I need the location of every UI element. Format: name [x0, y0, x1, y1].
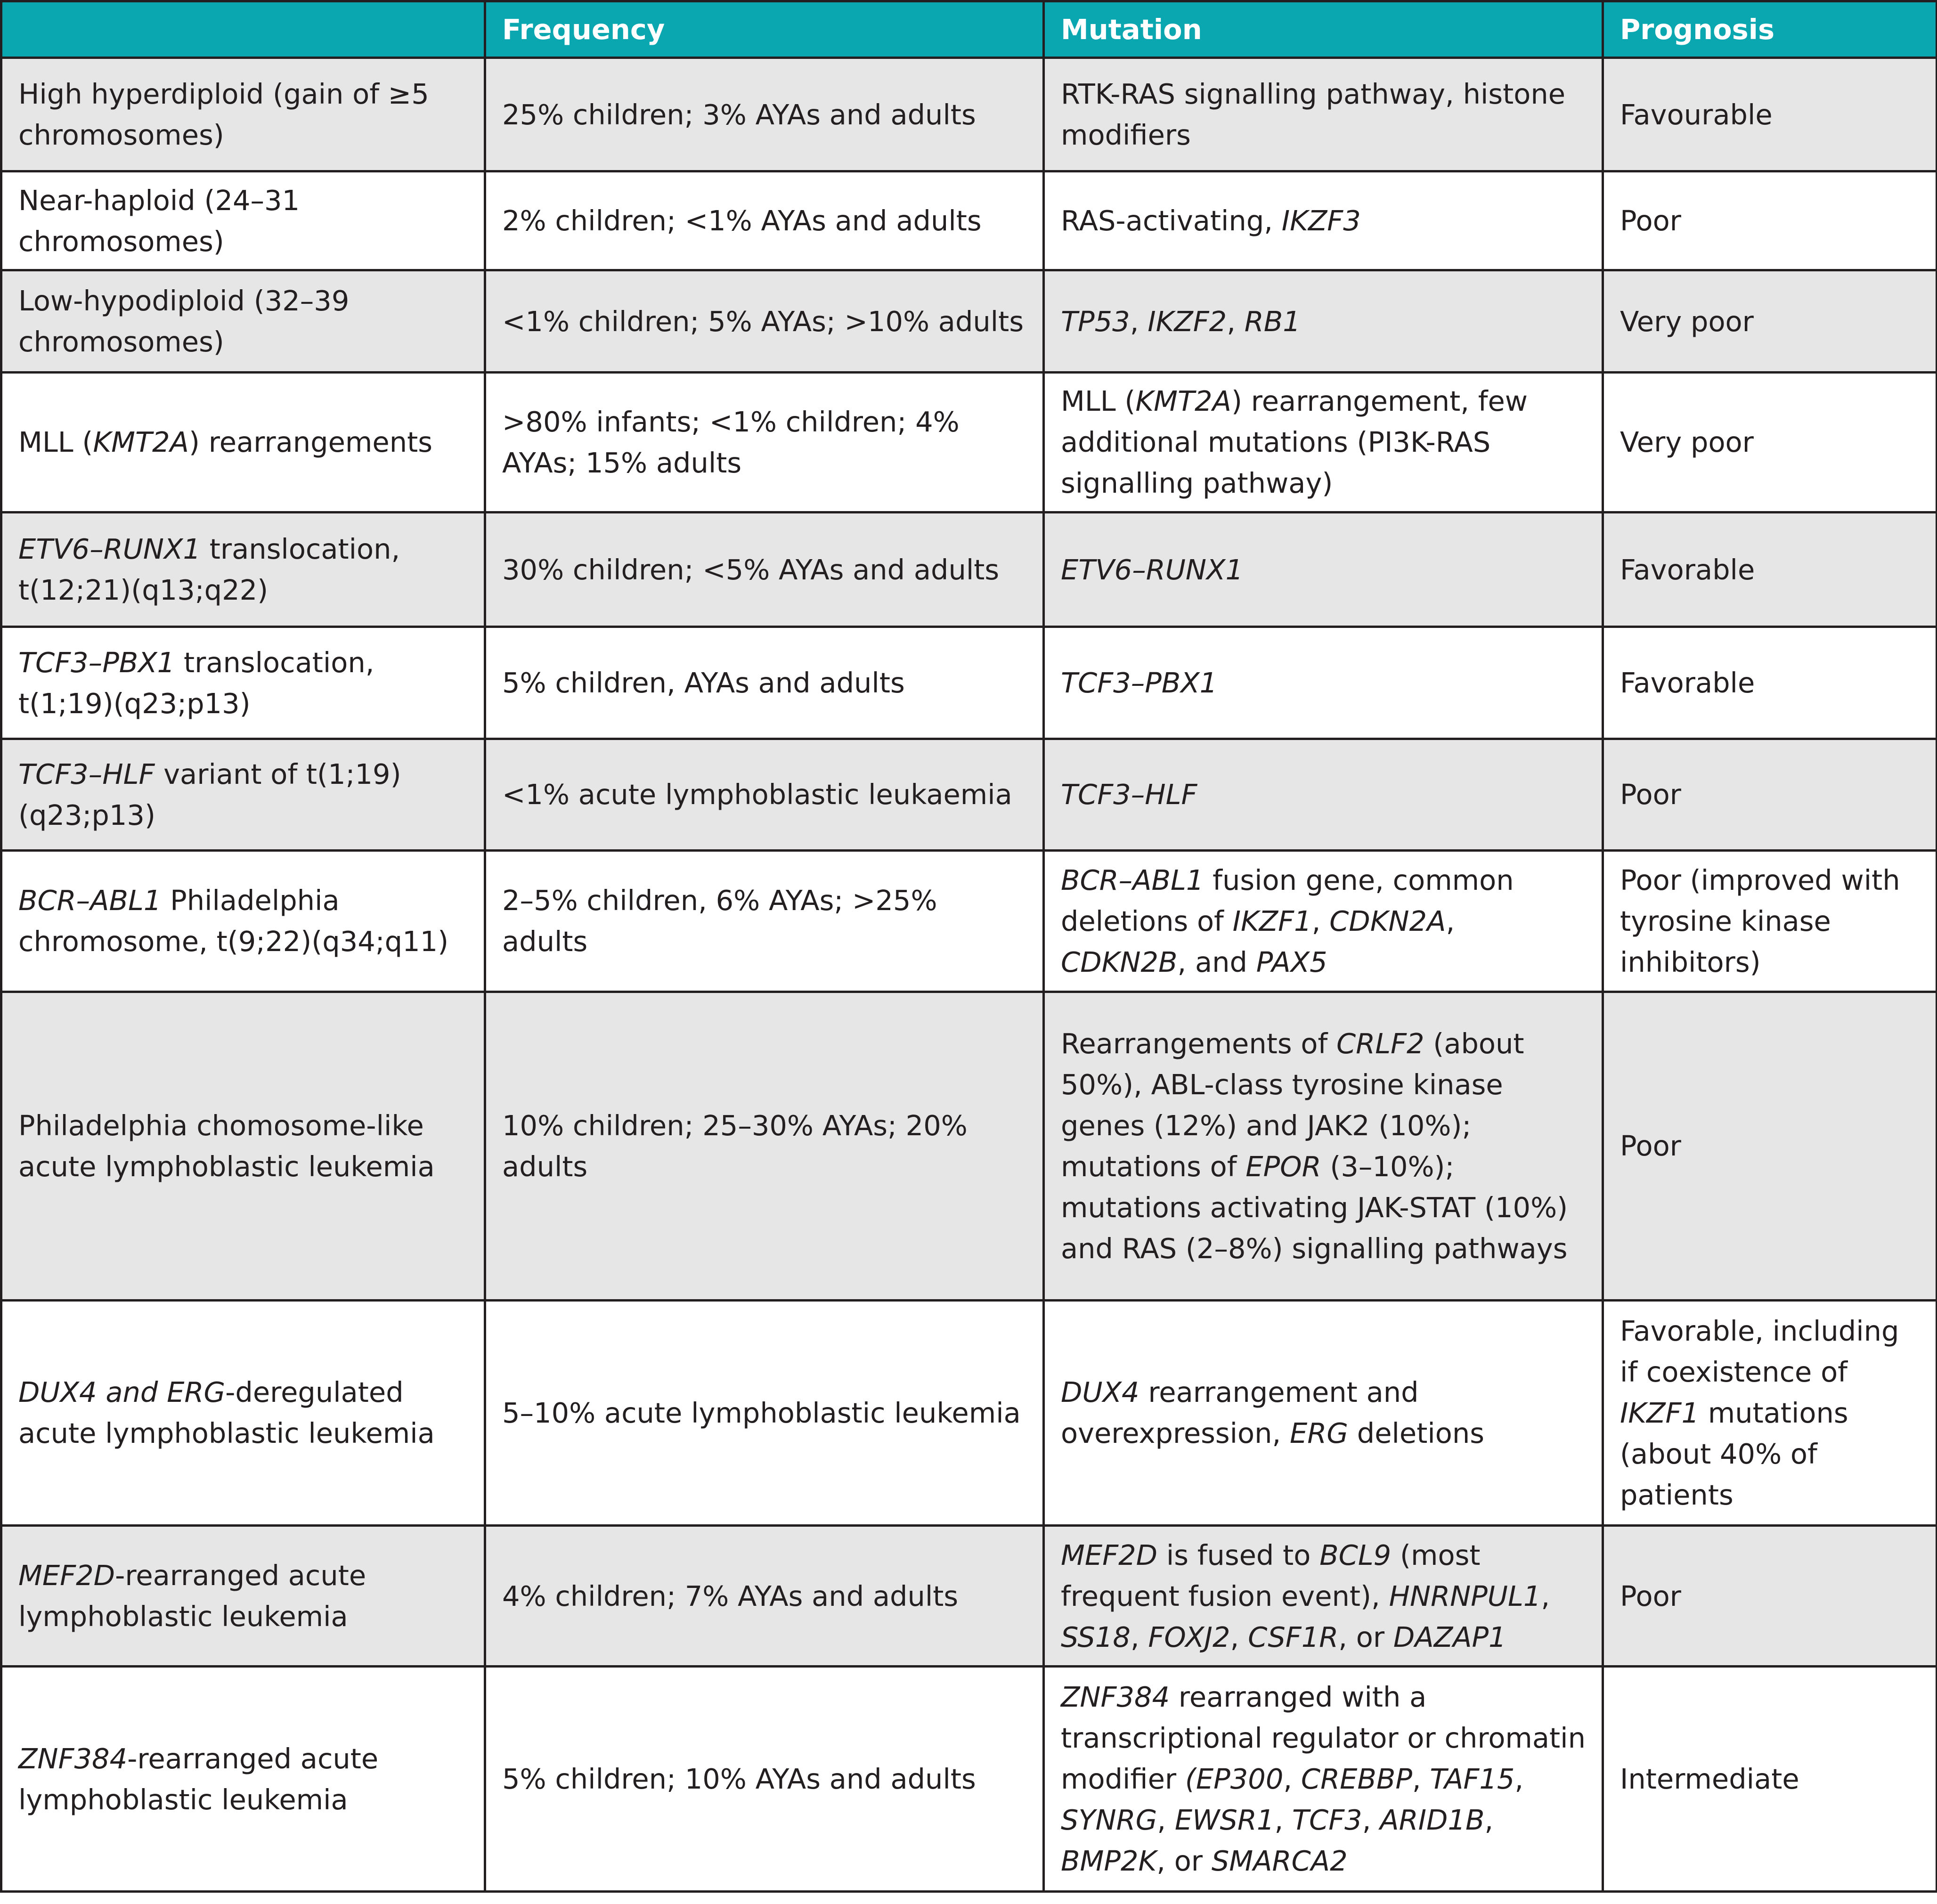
frequency-cell: 25% children; 3% AYAs and adults: [485, 58, 1044, 171]
table-row: [1, 992, 1937, 1301]
subtype-cell: Low-hypodiploid (32–39 chromosomes): [1, 270, 485, 372]
mutation-cell: TCF3–HLF: [1044, 739, 1603, 850]
table-row: [1, 171, 1937, 270]
subtype-cell: TCF3–PBX1 translocation, t(1;19)(q23;p13): [1, 627, 485, 739]
mutation-cell: MEF2D is fused to BCL9 (most frequent fusion event), HNRNPUL1, SS18, FOXJ2, CSF1R, or DAZAP1: [1044, 1525, 1603, 1667]
mutation-cell: DUX4 rearrangement and overexpression, ERG deletions: [1044, 1301, 1603, 1526]
frequency-cell: 5% children; 10% AYAs and adults: [485, 1667, 1044, 1892]
subtype-cell: Near-haploid (24–31 chromosomes): [1, 171, 485, 270]
subtype-cell: MLL (KMT2A) rearrangements: [1, 372, 485, 513]
table-row: [1, 58, 1937, 171]
mutation-cell: MLL (KMT2A) rearrangement, few additional mutations (PI3K-RAS signalling pathway): [1044, 372, 1603, 513]
mutation-cell: BCR–ABL1 fusion gene, common deletions of IKZF1, CDKN2A, CDKN2B, and PAX5: [1044, 851, 1603, 992]
subtype-cell: BCR–ABL1 Philadelphia chromosome, t(9;22)(q34;q11): [1, 851, 485, 992]
frequency-cell: <1% acute lymphoblastic leukaemia: [485, 739, 1044, 850]
header-frequency: Frequency: [485, 1, 1044, 58]
frequency-cell: 5% children, AYAs and adults: [485, 627, 1044, 739]
table-row: [1, 627, 1937, 739]
table-row: [1, 1525, 1937, 1667]
prognosis-cell: Very poor: [1603, 270, 1937, 372]
mutation-cell: ETV6–RUNX1: [1044, 513, 1603, 627]
table-row: [1, 739, 1937, 850]
table-row: [1, 270, 1937, 372]
header-row: [1, 1, 1937, 58]
prognosis-cell: Intermediate: [1603, 1667, 1937, 1892]
prognosis-cell: Poor: [1603, 1525, 1937, 1667]
mutation-cell: RTK-RAS signalling pathway, histone modifiers: [1044, 58, 1603, 171]
frequency-cell: 2–5% children, 6% AYAs; >25% adults: [485, 851, 1044, 992]
frequency-cell: 30% children; <5% AYAs and adults: [485, 513, 1044, 627]
frequency-cell: 4% children; 7% AYAs and adults: [485, 1525, 1044, 1667]
frequency-cell: >80% infants; <1% children; 4% AYAs; 15% adults: [485, 372, 1044, 513]
subtype-cell: High hyperdiploid (gain of ≥5 chromosomes): [1, 58, 485, 171]
header-prognosis: Prognosis: [1603, 1, 1937, 58]
mutation-cell: TCF3–PBX1: [1044, 627, 1603, 739]
prognosis-cell: Poor (improved with tyrosine kinase inhibitors): [1603, 851, 1937, 992]
prognosis-cell: Poor: [1603, 992, 1937, 1301]
subtype-cell: ZNF384-rearranged acute lymphoblastic leukemia: [1, 1667, 485, 1892]
mutation-cell: Rearrangements of CRLF2 (about 50%), ABL-class tyrosine kinase genes (12%) and JAK2 (10%); mutations of EPOR (3–10%); mutations activating JAK-STAT (10%) and RAS (2–8%) signalling pathways: [1044, 992, 1603, 1301]
prognosis-cell: Poor: [1603, 739, 1937, 850]
frequency-cell: 2% children; <1% AYAs and adults: [485, 171, 1044, 270]
prognosis-cell: Very poor: [1603, 372, 1937, 513]
subtype-cell: TCF3–HLF variant of t(1;19)(q23;p13): [1, 739, 485, 850]
table-row: [1, 851, 1937, 992]
subtype-cell: DUX4 and ERG-deregulated acute lymphoblastic leukemia: [1, 1301, 485, 1526]
frequency-cell: 10% children; 25–30% AYAs; 20% adults: [485, 992, 1044, 1301]
prognosis-cell: Favorable: [1603, 513, 1937, 627]
header-mutation: Mutation: [1044, 1, 1603, 58]
mutation-cell: RAS-activating, IKZF3: [1044, 171, 1603, 270]
mutation-cell: TP53, IKZF2, RB1: [1044, 270, 1603, 372]
prognosis-cell: Favorable: [1603, 627, 1937, 739]
header-subtype: [1, 1, 485, 58]
subtype-cell: MEF2D-rearranged acute lymphoblastic leukemia: [1, 1525, 485, 1667]
prognosis-cell: Favorable, including if coexistence of IKZF1 mutations (about 40% of patients: [1603, 1301, 1937, 1526]
table-row: [1, 372, 1937, 513]
prognosis-cell: Favourable: [1603, 58, 1937, 171]
frequency-cell: <1% children; 5% AYAs; >10% adults: [485, 270, 1044, 372]
table-row: [1, 1301, 1937, 1526]
prognosis-cell: Poor: [1603, 171, 1937, 270]
table-row: [1, 1667, 1937, 1892]
subtype-cell: Philadelphia chomosome-like acute lymphoblastic leukemia: [1, 992, 485, 1301]
table-row: [1, 513, 1937, 627]
subtype-cell: ETV6–RUNX1 translocation, t(12;21)(q13;q22): [1, 513, 485, 627]
mutation-cell: ZNF384 rearranged with a transcriptional regulator or chromatin modifier (EP300, CREBBP, TAF15, SYNRG, EWSR1, TCF3, ARID1B, BMP2K, or SMARCA2: [1044, 1667, 1603, 1892]
frequency-cell: 5–10% acute lymphoblastic leukemia: [485, 1301, 1044, 1526]
